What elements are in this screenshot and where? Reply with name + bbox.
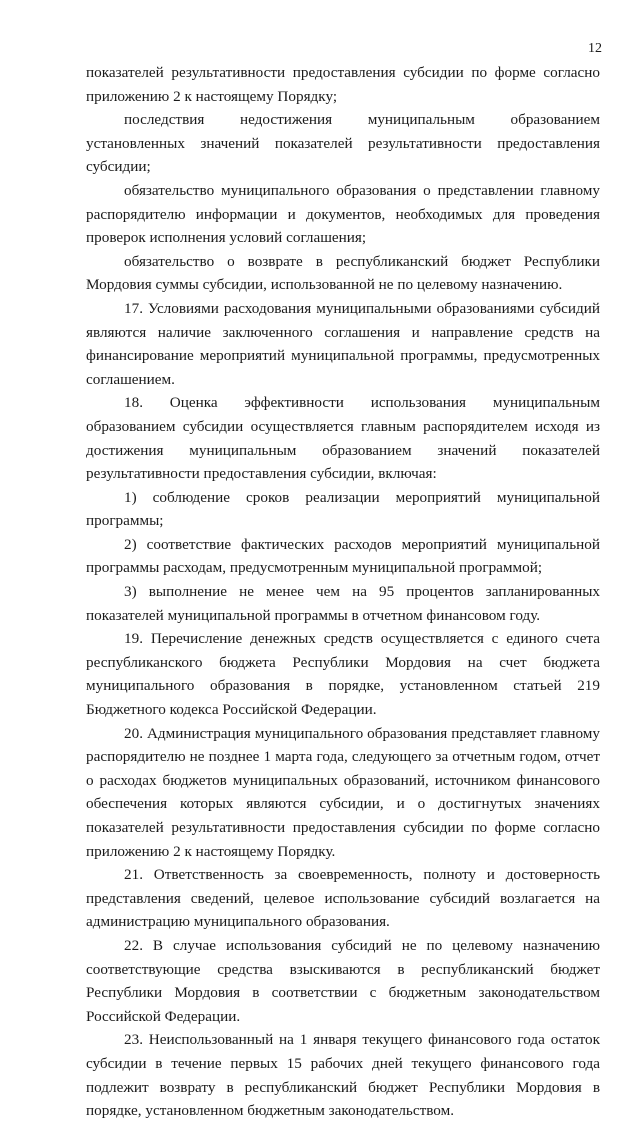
clause-18-item-2: 2) соответствие фактических расходов мероприятий муниципальной программы расходам, предусмотренным муниципальной программой; [86, 535, 600, 577]
clause-21: 21. Ответственность за своевременность, полноту и достоверность представления сведений, целевое использование субсидий возлагается на администрацию муниципального образования. [86, 866, 600, 931]
paragraph-return-obligation: обязательство о возврате в республиканский бюджет Республики Мордовия суммы субсидии, использованной не по целевому назначению. [86, 252, 600, 294]
page-number: 12 [588, 41, 602, 56]
paragraph-continuation: показателей результативности предоставления субсидии по форме согласно приложению 2 к настоящему Порядку; [86, 64, 600, 105]
clause-22: 22. В случае использования субсидий не по целевому назначению соответствующие средства взыскиваются в республиканский бюджет Республики Мордовия в соответствии с бюджетным законодательством Российской Федерации. [86, 936, 600, 1025]
document-body [86, 61, 600, 1123]
clause-23: 23. Неиспользованный на 1 января текущего финансового года остаток субсидии в течение первых 15 рабочих дней текущего финансового года подлежит возврату в республиканский бюджет Республики Мордовия в порядке, установленном бюджетным законодательством. [86, 1031, 600, 1120]
paragraph-info-obligation: обязательство муниципального образования о представлении главному распорядителю информации и документов, необходимых для проведения проверок исполнения условий соглашения; [86, 181, 600, 247]
paragraph-consequences: последствия недостижения муниципальным образованием установленных значений показателей результативности предоставления субсидии; [86, 111, 600, 176]
clause-19: 19. Перечисление денежных средств осуществляется с единого счета республиканского бюджета Республики Мордовия на счет бюджета муниципального образования в порядке, установленном статьей 219 Бюджетного кодекса Российской Федерации. [86, 630, 600, 719]
clause-18-item-1: 1) соблюдение сроков реализации мероприятий муниципальной программы; [86, 488, 600, 530]
clause-20: 20. Администрация муниципального образования представляет главному распорядителю не позднее 1 марта года, следующего за отчетным годом, отчет о расходах бюджетов муниципальных образований, источником финансового обеспечения которых являются субсидии, и о достигнутых значениях показателей результативности предоставления субсидии по форме согласно приложению 2 к настоящему Порядку. [86, 724, 600, 860]
clause-17: 17. Условиями расходования муниципальными образованиями субсидий являются наличие заключенного соглашения и направление средств на финансирование мероприятий муниципальной программы, предусмотренных соглашением. [86, 299, 600, 388]
clause-18: 18. Оценка эффективности использования муниципальным образованием субсидии осуществляется главным распорядителем исходя из достижения муниципальным образованием значений показателей результативности предоставления субсидии, включая: [86, 394, 600, 483]
clause-18-item-3: 3) выполнение не менее чем на 95 процентов запланированных показателей муниципальной программы в отчетном финансовом году. [86, 583, 600, 624]
